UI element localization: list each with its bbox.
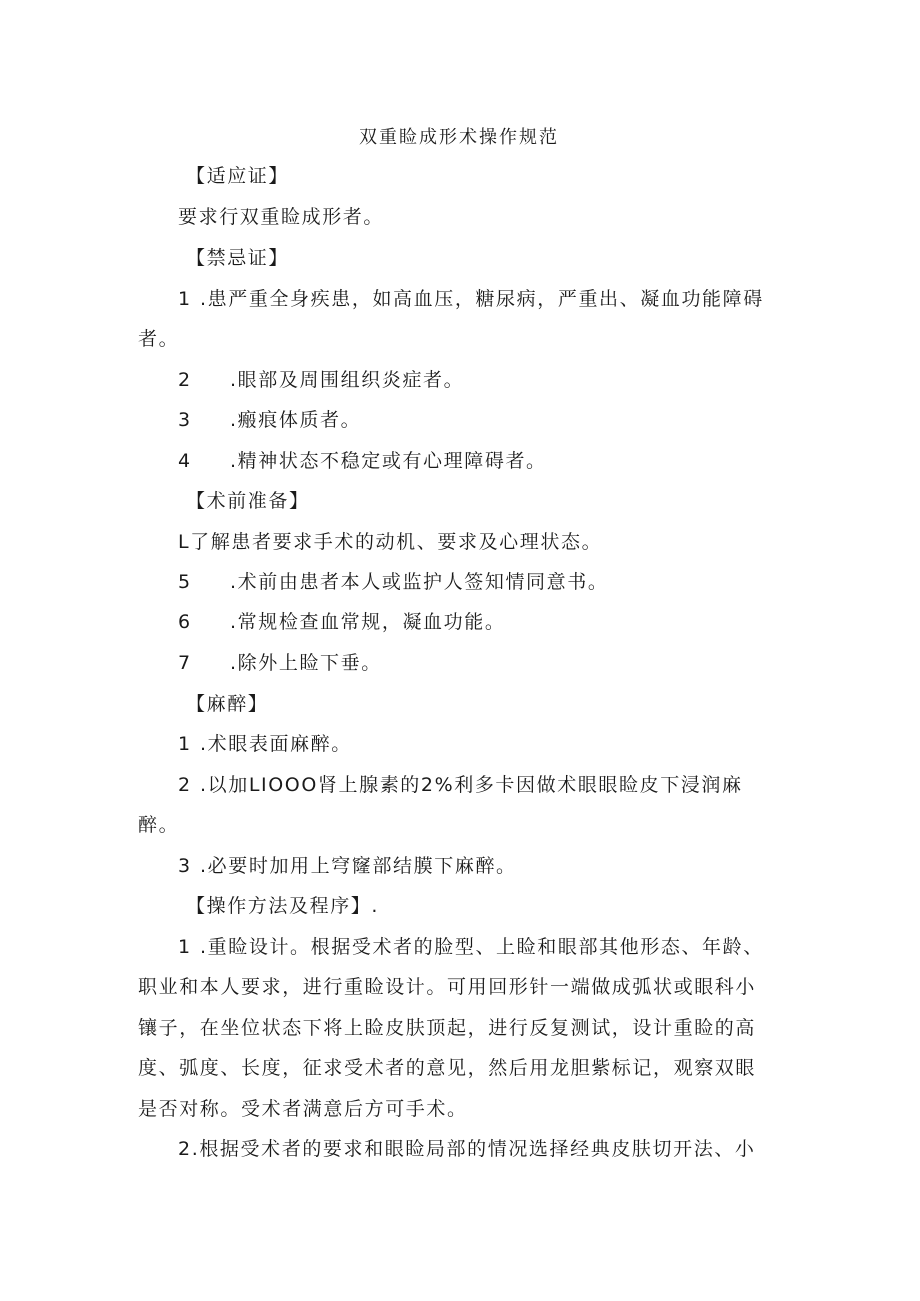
list-text: .术眼表面麻醉。 [200, 733, 352, 755]
list-number: 7 [178, 652, 191, 674]
procedure-paragraph-1-line-2: 职业和本人要求，进行重睑设计。可用回形针一端做成弧状或眼科小 [138, 976, 757, 998]
list-item-contra-4 [178, 449, 547, 473]
list-number: 6 [178, 611, 191, 633]
list-item-contra-2 [178, 368, 464, 392]
list-item-anes-2-cont: 醉。 [138, 814, 180, 836]
list-number: 1 [178, 936, 191, 958]
list-text: .患严重全身疾患，如高血压，糖尿病，严重出、凝血功能障碍 [200, 288, 764, 310]
procedure-paragraph-1-line-3: 镶子，在坐位状态下将上睑皮肤顶起，进行反复测试，设计重睑的高 [138, 1017, 757, 1039]
list-item-preop-6 [178, 610, 505, 634]
list-text: .瘢痕体质者。 [230, 409, 362, 431]
procedure-paragraph-1-line-5: 是否对称。受术者满意后方可手术。 [138, 1098, 468, 1120]
list-number: 3 [178, 855, 191, 877]
section-heading-preop: 【术前准备】 [186, 490, 310, 512]
procedure-paragraph-2-line-1: 2.根据受术者的要求和眼睑局部的情况选择经典皮肤切开法、小 [178, 1138, 756, 1160]
list-item-anes-2 [178, 773, 743, 797]
list-text: .常规检查血常规，凝血功能。 [230, 611, 506, 633]
list-text: .除外上睑下垂。 [230, 652, 382, 674]
section-heading-procedure: 【操作方法及程序】. [186, 895, 380, 917]
list-number: 5 [178, 571, 191, 593]
list-text: .术前由患者本人或监护人签知情同意书。 [230, 571, 609, 593]
list-item-preop-5 [178, 570, 608, 594]
list-number: 3 [178, 409, 191, 431]
list-item-contra-1 [178, 287, 764, 311]
document-title: 双重睑成形术操作规范 [359, 127, 559, 148]
list-number: 2 [178, 774, 191, 796]
section-heading-anesthesia: 【麻醉】 [186, 693, 269, 715]
list-item-preop-1: L了解患者要求手术的动机、要求及心理状态。 [178, 531, 603, 553]
list-item-preop-7 [178, 651, 382, 675]
list-text: .精神状态不稳定或有心理障碍者。 [230, 450, 547, 472]
list-item-contra-3 [178, 408, 361, 432]
list-text: .重睑设计。根据受术者的脸型、上睑和眼部其他形态、年龄、 [200, 936, 764, 958]
list-text: .必要时加用上穹窿部结膜下麻醉。 [200, 855, 517, 877]
procedure-paragraph-1-line-1 [178, 935, 764, 959]
list-text: .眼部及周围组织炎症者。 [230, 369, 465, 391]
list-number: 1 [178, 288, 191, 310]
section-heading-contraindications: 【禁忌证】 [186, 247, 290, 269]
list-item-anes-1 [178, 732, 352, 756]
procedure-paragraph-1-line-4: 度、弧度、长度，征求受术者的意见，然后用龙胆紫标记，观察双眼 [138, 1057, 757, 1079]
list-text: .以加LIOOO肾上腺素的2%利多卡因做术眼眼睑皮下浸润麻 [200, 774, 743, 796]
list-number: 4 [178, 450, 191, 472]
list-item-anes-3 [178, 854, 517, 878]
list-item-contra-1-cont: 者。 [138, 328, 180, 350]
paragraph-indications: 要求行双重睑成形者。 [178, 206, 385, 228]
list-number: 2 [178, 369, 191, 391]
list-number: 1 [178, 733, 191, 755]
section-heading-indications: 【适应证】 [186, 165, 290, 187]
